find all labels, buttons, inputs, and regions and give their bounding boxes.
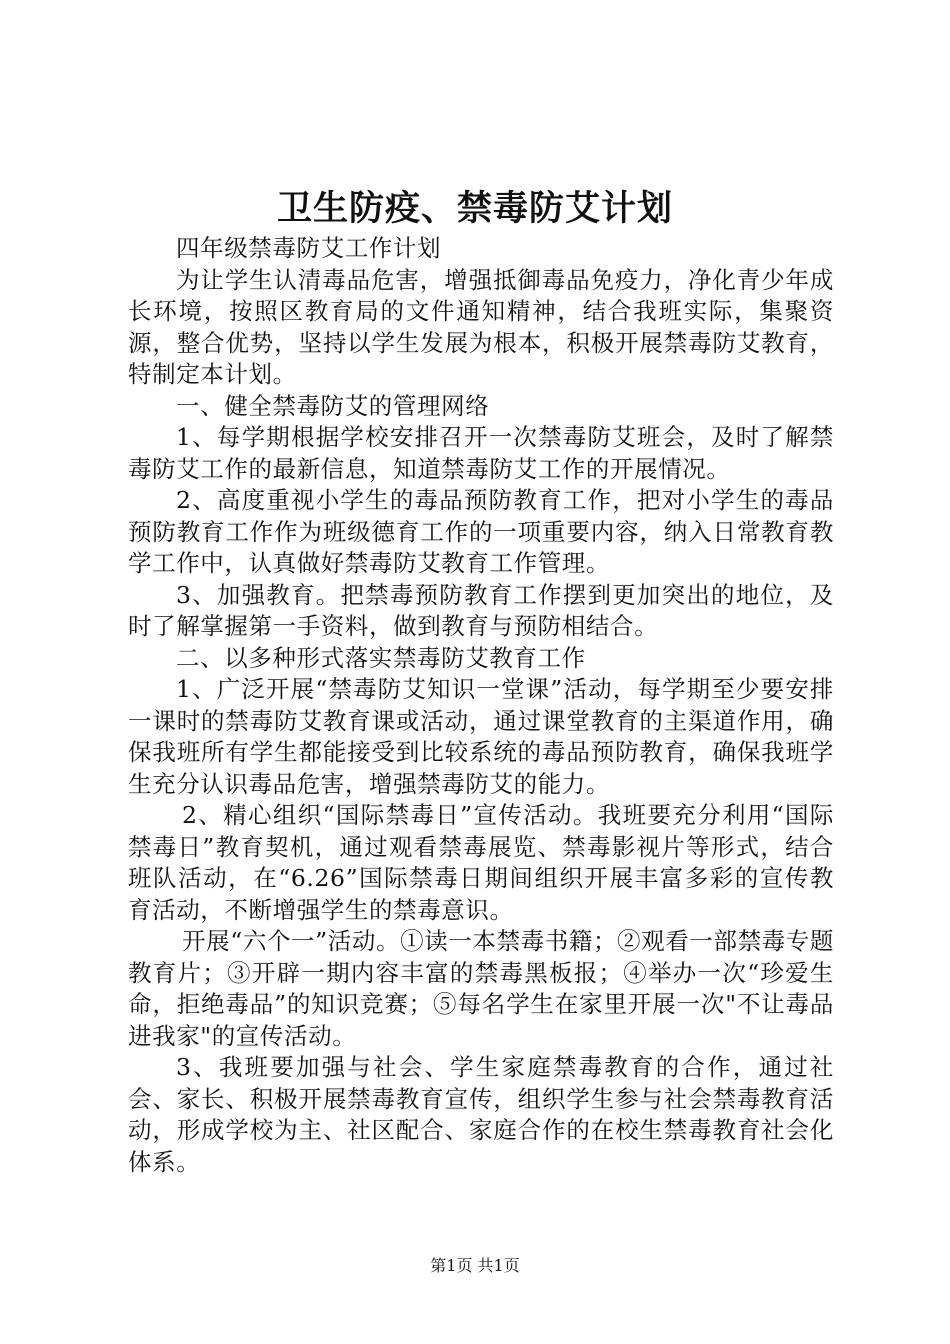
paragraph-2-1: 1、广泛开展“禁毒防艾知识一堂课”活动，每学期至少要安排一课时的禁毒防艾教育课或活动，通过课堂教育的主渠道作用，确保我班所有学生都能接受到比较系统的毒品预防教育，确保我班学生充分认识毒品危害，增强禁毒防艾的能力。 [128,675,834,798]
document-title: 卫生防疫、禁毒防艾计划 [276,188,673,229]
paragraph-1-3: 3、加强教育。把禁毒预防教育工作摆到更加突出的地位，及时了解掌握第一手资料，做到教育与预防相结合。 [128,580,834,640]
document-body [128,233,834,1178]
paragraph-intro: 为让学生认清毒品危害，增强抵御毒品免疫力，净化青少年成长环境，按照区教育局的文件通知精神，结合我班实际，集聚资源，整合优势，坚持以学生发展为根本，积极开展禁毒防艾教育，特制定本计划。 [128,265,834,388]
paragraph-1-1: 1、每学期根据学校安排召开一次禁毒防艾班会，及时了解禁毒防艾工作的最新信息，知道禁毒防艾工作的开展情况。 [128,423,834,483]
paragraph-six-ones: 开展“六个一”活动。①读一本禁毒书籍；②观看一部禁毒专题教育片；③开辟一期内容丰富的禁毒黑板报；④举办一次“珍爱生命，拒绝毒品”的知识竞赛；⑤每名学生在家里开展一次"不让毒品进我家"的宣传活动。 [128,927,834,1050]
paragraph-subtitle: 四年级禁毒防艾工作计划 [176,234,442,262]
page-number-footer: 第1页 共1页 [430,1256,520,1275]
paragraph-1-2: 2、高度重视小学生的毒品预防教育工作，把对小学生的毒品预防教育工作作为班级德育工作的一项重要内容，纳入日常教育教学工作中，认真做好禁毒防艾教育工作管理。 [128,486,834,577]
section-heading-1: 一、健全禁毒防艾的管理网络 [176,391,490,420]
paragraph-2-2: 2、精心组织“国际禁毒日”宣传活动。我班要充分利用“国际禁毒日”教育契机，通过观看禁毒展览、禁毒影视片等形式，结合班队活动，在“6.26”国际禁毒日期间组织开展丰富多彩的宣传教育活动，不断增强学生的禁毒意识。 [128,801,834,924]
paragraph-2-3: 3、我班要加强与社会、学生家庭禁毒教育的合作，通过社会、家长、积极开展禁毒教育宣传，组织学生参与社会禁毒教育活动，形成学校为主、社区配合、家庭合作的在校生禁毒教育社会化体系。 [128,1053,834,1176]
section-heading-2: 二、以多种形式落实禁毒防艾教育工作 [176,643,586,672]
